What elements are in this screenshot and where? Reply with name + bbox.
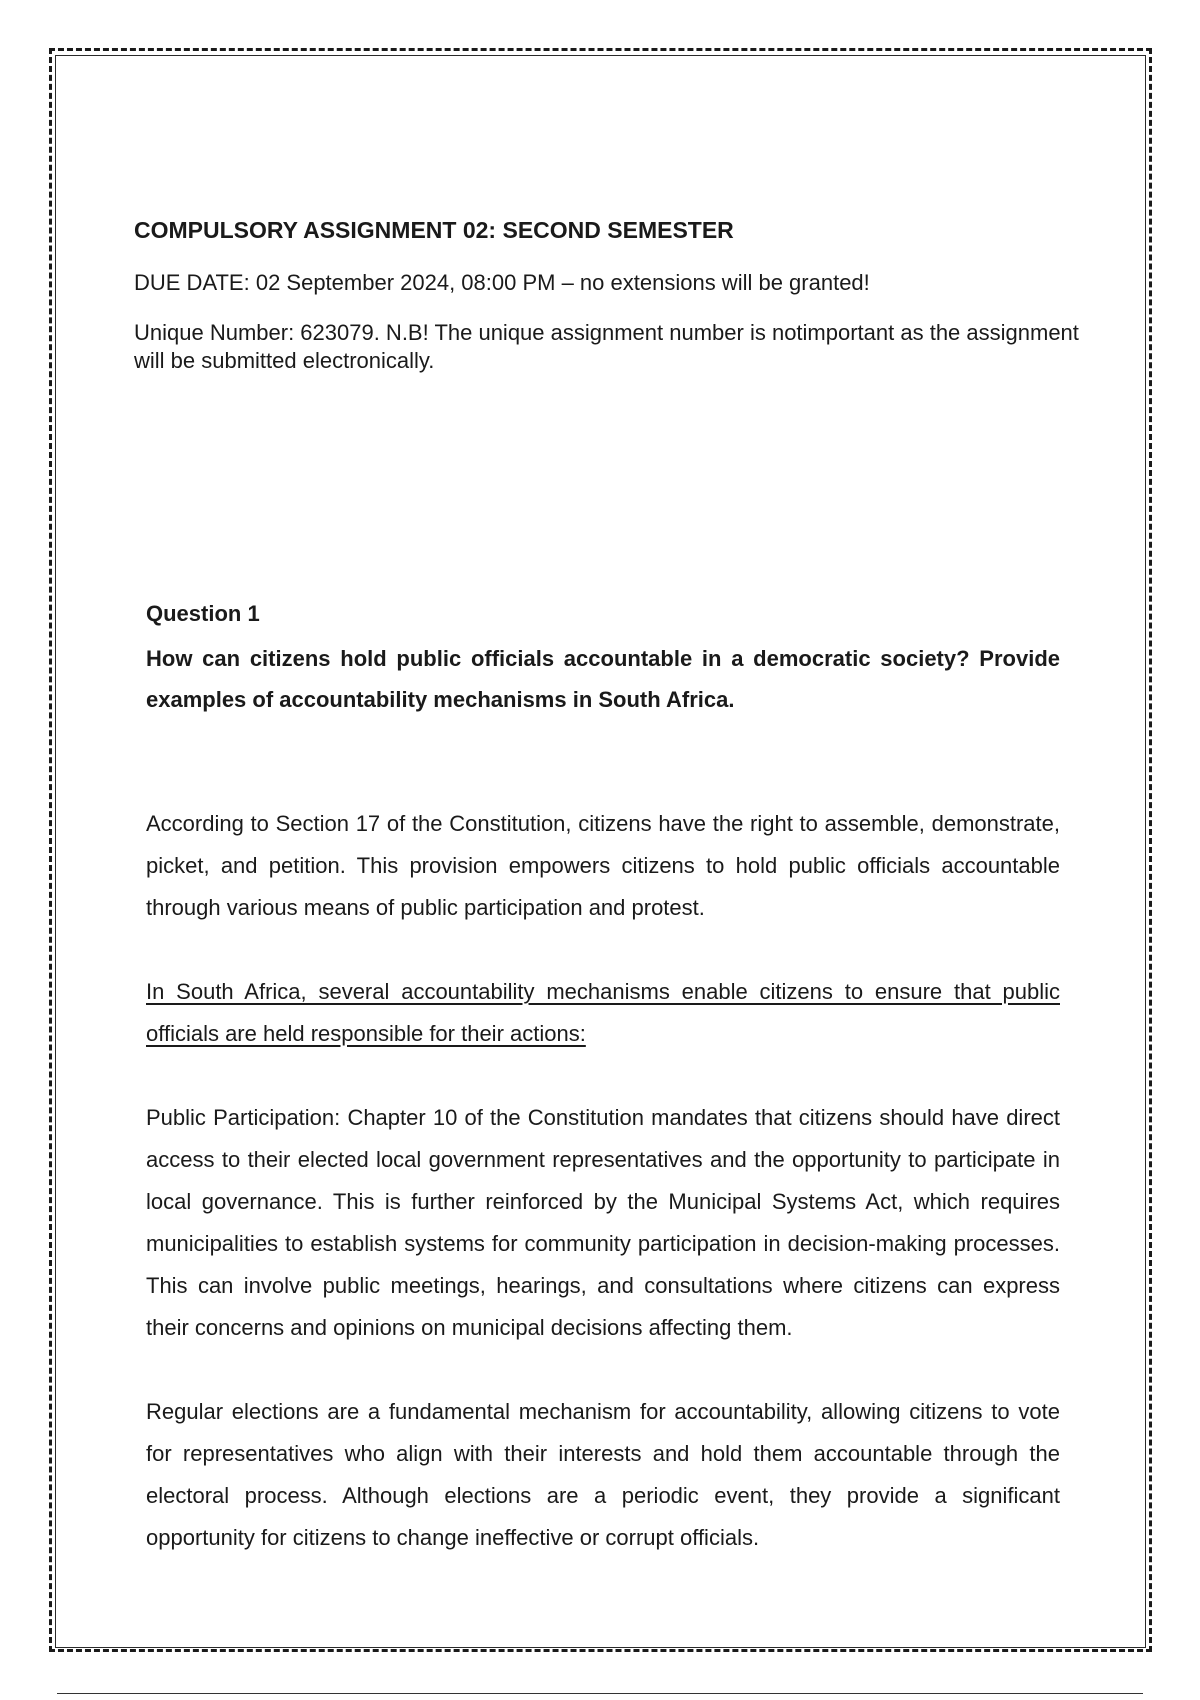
assignment-title: COMPULSORY ASSIGNMENT 02: SECOND SEMESTER <box>134 217 734 243</box>
answer-body <box>146 803 1060 1559</box>
answer-paragraph-elections: Regular elections are a fundamental mechanism for accountability, allowing citizens to vote for representatives who align with their interests and hold them accountable through the electoral process. Although elections are a periodic event, they provide a significant opportunity for citizens to change ineffective or corrupt officials. <box>146 1399 1060 1550</box>
question-heading: Question 1 <box>146 601 260 626</box>
due-date: DUE DATE: 02 September 2024, 08:00 PM – no extensions will be granted! <box>134 270 870 295</box>
unique-number-note: Unique Number: 623079. N.B! The unique assignment number is notimportant as the assignment will be submitted electronically. <box>134 320 1079 373</box>
question-block <box>146 598 1060 720</box>
answer-paragraph-public-participation: Public Participation: Chapter 10 of the Constitution mandates that citizens should have direct access to their elected local government representatives and the opportunity to participate in local governance. This is further reinforced by the Municipal Systems Act, which requires municipalities to establish systems for community participation in decision-making processes. This can involve public meetings, hearings, and consultations where citizens can express their concerns and opinions on municipal decisions affecting them. <box>146 1105 1060 1340</box>
answer-paragraph-mechanisms-intro: In South Africa, several accountability mechanisms enable citizens to ensure that public officials are held responsible for their actions: <box>146 979 1060 1046</box>
footer-rule <box>57 1693 1143 1694</box>
question-text: How can citizens hold public officials accountable in a democratic society? Provide examples of accountability mechanisms in South Africa. <box>146 646 1060 712</box>
assignment-header <box>134 215 1084 375</box>
answer-paragraph-section-17: According to Section 17 of the Constitution, citizens have the right to assemble, demonstrate, picket, and petition. This provision empowers citizens to hold public officials accountable through various means of public participation and protest. <box>146 811 1060 920</box>
